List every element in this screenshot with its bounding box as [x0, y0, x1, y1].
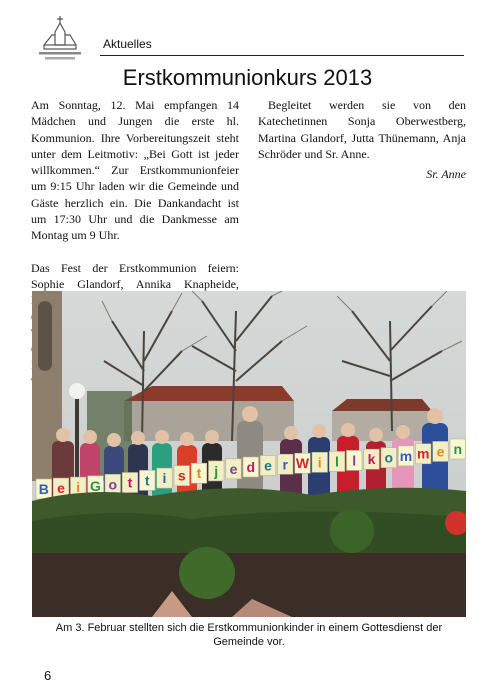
svg-text:t: t: [144, 472, 150, 489]
svg-text:j: j: [214, 462, 219, 479]
banner-letter-card: [243, 457, 259, 477]
banner-letter-card: [157, 468, 173, 488]
svg-text:n: n: [453, 441, 463, 457]
svg-text:G: G: [90, 477, 101, 494]
svg-text:o: o: [384, 449, 394, 466]
banner-letter-card: [122, 473, 138, 493]
svg-text:e: e: [264, 457, 272, 474]
svg-text:i: i: [162, 470, 167, 487]
paragraph-catechists: Begleitet werden sie von den Katechetinnen Sonja Oberwestberg, Martina Glandorf, Jutta Thünemann, Anja Schröder und Sr. Anne.: [258, 98, 466, 161]
banner-letter-card: [209, 461, 225, 481]
svg-text:i: i: [76, 479, 81, 496]
banner-letter-card: [312, 452, 328, 472]
page-title: Erstkommunionkurs 2013: [122, 65, 373, 90]
svg-text:i: i: [317, 454, 322, 471]
banner-letter-card: [260, 455, 276, 475]
banner-letter-card: [381, 448, 397, 468]
text-column-right: [258, 97, 466, 182]
banner-letter-card: [278, 454, 294, 474]
section-label: Aktuelles: [103, 37, 152, 51]
svg-text:t: t: [127, 474, 133, 491]
svg-text:e: e: [57, 480, 65, 497]
svg-text:l: l: [335, 453, 339, 470]
paragraph-participants: Das Fest der Erstkommunion feiern: Sophie Glandorf, Annika Knapheide,: [31, 260, 239, 291]
banner-letter-card: [433, 441, 449, 461]
banner-letter-card: [398, 446, 414, 466]
paragraph-intro: Am Sonntag, 12. Mai empfangen 14 Mädchen und Jungen die erste hl. Kommunion. Ihre Vorbereitungszeit steht unter dem Leitmotiv: „Bei Gott ist jeder willkommen.“ Zur Erstkommunionfeier um 9:15 Uhr laden wir die Gemeinde und Gäste herzlich ein. Die Dankandacht ist um 17:30 Uhr und die Dankmesse am Montag um 9 Uhr.: [31, 98, 239, 243]
banner-letter-card: [364, 449, 380, 469]
svg-text:B: B: [38, 481, 49, 497]
svg-text:d: d: [246, 459, 256, 475]
banner-letter-card: [36, 479, 52, 499]
banner-letter-card: [347, 450, 363, 470]
banner-letter-card: [295, 453, 311, 473]
svg-text:o: o: [108, 476, 118, 493]
page-number: 6: [44, 668, 52, 683]
group-photo: [32, 291, 466, 617]
svg-text:k: k: [367, 451, 376, 468]
svg-text:l: l: [352, 452, 357, 469]
banner-letter-card: [226, 459, 242, 479]
svg-text:s: s: [177, 467, 186, 484]
banner-letter-card: [329, 451, 345, 471]
banner-letter-card: [191, 463, 207, 483]
parish-logo: [30, 14, 90, 62]
svg-text:e: e: [436, 443, 445, 460]
svg-text:e: e: [229, 460, 238, 477]
banner-letter-card: [140, 470, 156, 490]
banner-letter-card: [450, 439, 466, 459]
svg-text:W: W: [295, 455, 310, 472]
banner-letter-card: [416, 444, 432, 464]
banner-letter-card: [105, 474, 121, 494]
svg-text:m: m: [399, 447, 413, 464]
svg-text:r: r: [282, 456, 288, 473]
banner-letter-card: [174, 466, 190, 486]
header-rule: [100, 55, 464, 56]
svg-text:m: m: [417, 445, 430, 462]
photo-caption: Am 3. Februar stellten sich die Erstkommunionkinder in einem Gottesdienst der Gemeinde vor.: [55, 622, 443, 648]
svg-text:t: t: [196, 465, 202, 482]
author-signature: Sr. Anne: [426, 167, 466, 182]
